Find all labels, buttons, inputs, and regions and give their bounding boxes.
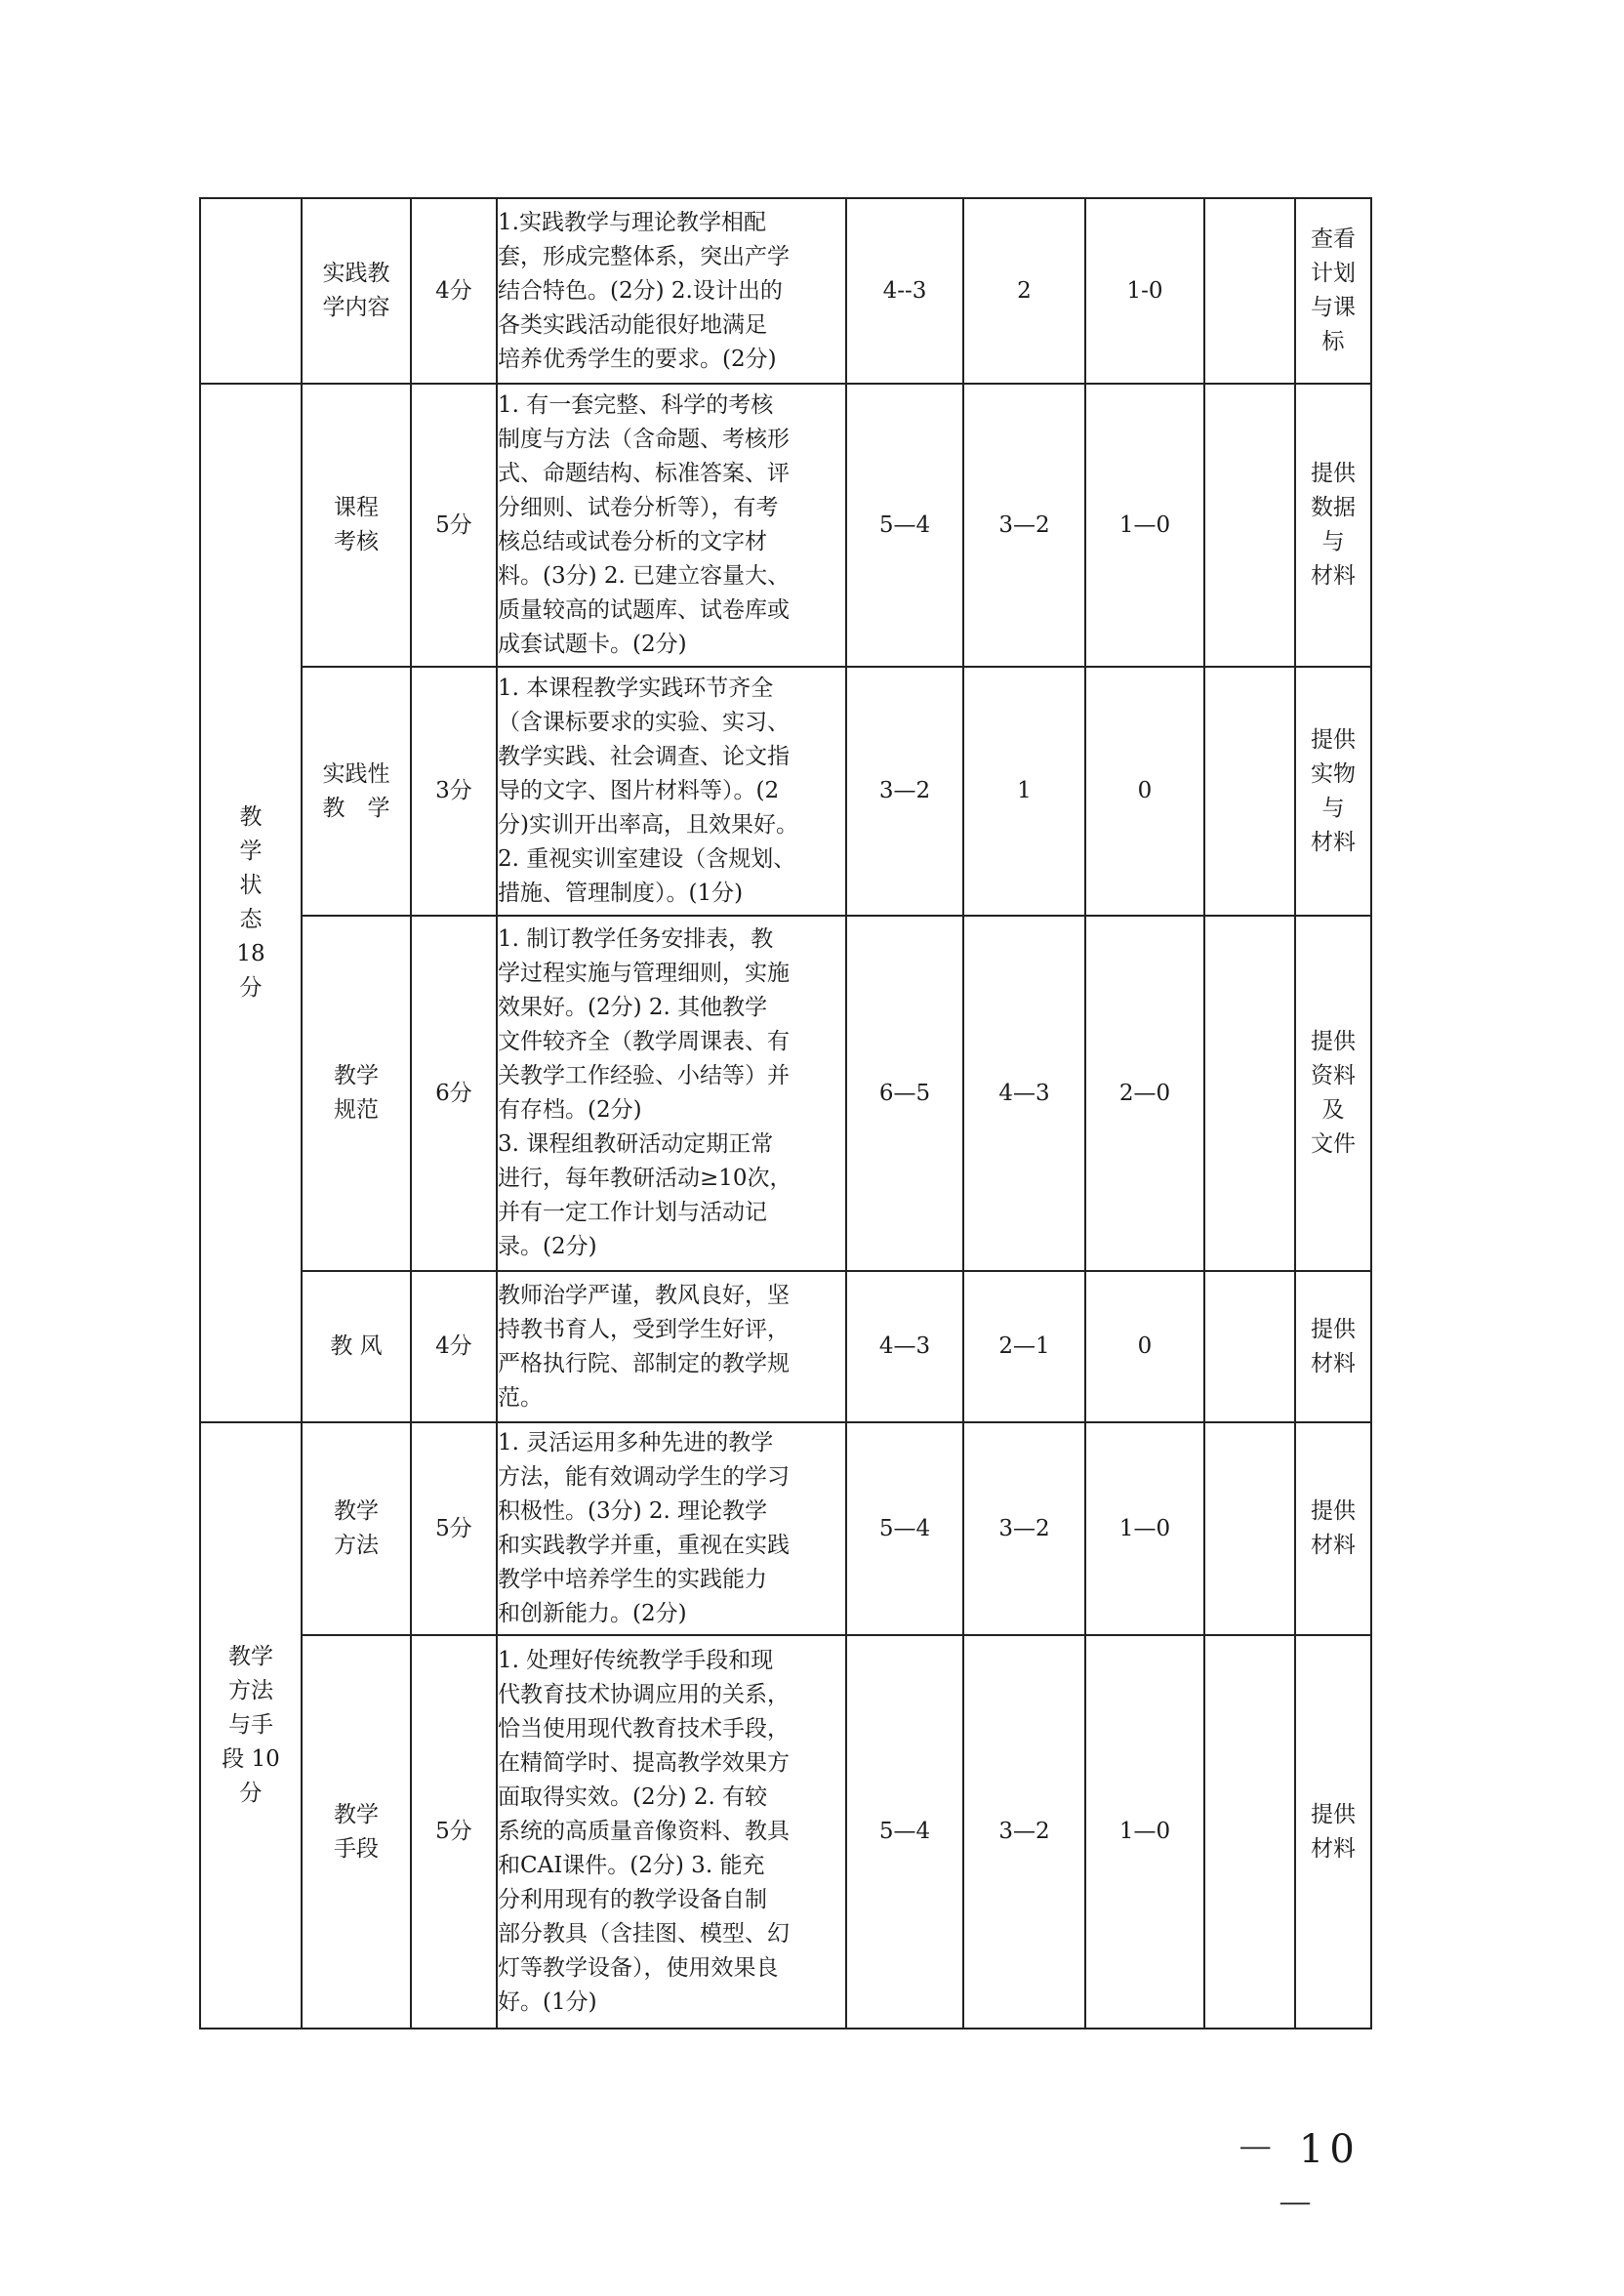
- item-cell: [302, 1635, 411, 2029]
- grade-a-cell: 5—4: [846, 384, 963, 667]
- content-line: 分利用现有的教学设备自制: [498, 1887, 767, 1912]
- grade-a-cell: 5—4: [846, 1422, 963, 1635]
- evidence-line: 计划: [1311, 261, 1356, 286]
- evidence-line: 材料: [1311, 1835, 1356, 1862]
- item-label-line: 教学: [334, 1498, 379, 1524]
- category-label-line: 教: [239, 804, 263, 830]
- evidence-cell: [1295, 667, 1371, 916]
- grade-b-cell: 2—1: [963, 1271, 1085, 1422]
- content-line: 代教育技术协调应用的关系，: [498, 1682, 790, 1707]
- grade-a-cell: 4—3: [846, 1271, 963, 1422]
- item-cell: [302, 384, 411, 667]
- evidence-cell: [1295, 198, 1371, 384]
- evidence-line: 查看: [1311, 226, 1356, 252]
- evidence-line: 资料: [1311, 1063, 1356, 1088]
- content-line: 导的文字、图片材料等）。(2: [498, 778, 780, 803]
- content-line: 2. 重视实训室建设（含规划、: [498, 846, 796, 872]
- evidence-cell: [1295, 1635, 1371, 2029]
- table-row: [200, 1422, 1371, 1635]
- table-row: [200, 198, 1371, 384]
- grade-c-cell: 1—0: [1085, 1635, 1204, 2029]
- item-label-line: 学内容: [322, 295, 390, 320]
- content-line: 套，形成完整体系，突出产学: [498, 243, 790, 269]
- content-line: 在精简学时、提高教学效果方: [498, 1750, 790, 1776]
- evidence-line: 提供: [1311, 1316, 1356, 1342]
- evidence-line: 标: [1321, 329, 1345, 354]
- score-cell: 5分: [411, 1635, 497, 2029]
- table-row: [200, 1635, 1371, 2029]
- content-line: 料。(3分) 2. 已建立容量大、: [498, 563, 791, 589]
- content-cell: [497, 916, 846, 1271]
- content-line: （含课标要求的实验、实习、: [498, 710, 790, 735]
- content-line: 分)实训开出率高，且效果好。: [498, 812, 798, 838]
- content-line: 学过程实施与管理细则，实施: [498, 961, 790, 986]
- grade-a-cell: 4--3: [846, 198, 963, 384]
- content-line: 教师治学严谨，教风良好，坚: [498, 1282, 790, 1308]
- content-line: 效果好。(2分) 2. 其他教学: [498, 995, 768, 1020]
- content-cell: [497, 1422, 846, 1635]
- grade-d-cell: [1204, 1422, 1295, 1635]
- item-label-line: 实践性: [322, 760, 390, 787]
- evidence-cell: [1295, 1422, 1371, 1635]
- item-cell: [302, 1271, 411, 1422]
- content-line: 1.实践教学与理论教学相配: [498, 209, 766, 235]
- category-label-line: 分: [239, 975, 263, 1001]
- evidence-line: 提供: [1311, 1801, 1356, 1827]
- content-line: 1. 有一套完整、科学的考核: [498, 392, 774, 418]
- content-line: 好。(1分): [498, 1989, 597, 2015]
- evidence-line: 提供: [1311, 1029, 1356, 1054]
- grade-b-cell: 1: [963, 667, 1085, 916]
- content-line: 式、命题结构、标准答案、评: [498, 461, 790, 486]
- grade-a-cell: 5—4: [846, 1635, 963, 2029]
- content-line: 3. 课程组教研活动定期正常: [498, 1131, 774, 1157]
- content-line: 各类实践活动能很好地满足: [498, 311, 767, 338]
- content-line: 结合特色。(2分) 2.设计出的: [498, 277, 783, 304]
- evidence-line: 提供: [1311, 1498, 1356, 1524]
- item-label-line: 实践教: [322, 261, 390, 286]
- content-line: 恰当使用现代教育技术手段，: [498, 1716, 790, 1742]
- content-line: 范。: [498, 1384, 543, 1411]
- table-row: [200, 667, 1371, 916]
- evaluation-table: [199, 197, 1372, 2030]
- evidence-line: 与: [1321, 529, 1345, 554]
- category-label-line: 教学: [228, 1644, 273, 1669]
- category-label-line: 态: [239, 907, 263, 932]
- grade-c-cell: 1-0: [1085, 198, 1204, 384]
- grade-c-cell: 0: [1085, 1271, 1204, 1422]
- content-cell: [497, 1635, 846, 2029]
- content-line: 文件较齐全（教学周课表、有: [498, 1029, 790, 1054]
- item-label-line: 教 学: [322, 795, 390, 821]
- category-label-line: 段 10: [222, 1746, 280, 1772]
- content-line: 措施、管理制度）。(1分): [498, 881, 744, 906]
- evidence-line: 材料: [1311, 1350, 1356, 1376]
- evidence-line: 数据: [1311, 495, 1356, 520]
- category-label-line: 与手: [228, 1712, 273, 1738]
- content-line: 有存档。(2分): [498, 1097, 642, 1123]
- content-line: 制度与方法（含命题、考核形: [498, 427, 790, 452]
- category-cell-empty: [200, 198, 302, 384]
- table-row: [200, 916, 1371, 1271]
- content-line: 培养优秀学生的要求。(2分): [498, 346, 777, 372]
- grade-b-cell: 4—3: [963, 916, 1085, 1271]
- grade-c-cell: 1—0: [1085, 384, 1204, 667]
- content-line: 和实践教学并重，重视在实践: [498, 1533, 790, 1558]
- content-cell: [497, 384, 846, 667]
- item-cell: [302, 667, 411, 916]
- grade-d-cell: [1204, 916, 1295, 1271]
- content-line: 质量较高的试题库、试卷库或: [498, 597, 790, 623]
- content-line: 录。(2分): [498, 1234, 597, 1259]
- evidence-line: 提供: [1311, 726, 1356, 753]
- content-line: 积极性。(3分) 2. 理论教学: [498, 1498, 768, 1524]
- score-cell: 4分: [411, 1271, 497, 1422]
- content-line: 1. 制订教学任务安排表，教: [498, 926, 774, 952]
- evidence-line: 及: [1321, 1097, 1345, 1123]
- score-cell: 5分: [411, 384, 497, 667]
- score-cell: 4分: [411, 198, 497, 384]
- score-cell: 6分: [411, 916, 497, 1271]
- evidence-line: 材料: [1311, 829, 1356, 855]
- content-line: 教学中培养学生的实践能力: [498, 1567, 767, 1592]
- category-teaching-methods: [200, 1422, 302, 2029]
- content-line: 1. 灵活运用多种先进的教学: [498, 1430, 774, 1456]
- content-cell: [497, 198, 846, 384]
- table-row: [200, 384, 1371, 667]
- item-cell: [302, 1422, 411, 1635]
- content-line: 灯等教学设备），使用效果良: [498, 1955, 779, 1981]
- content-cell: [497, 1271, 846, 1422]
- content-line: 1. 处理好传统教学手段和现: [498, 1648, 774, 1673]
- grade-a-cell: 3—2: [846, 667, 963, 916]
- grade-b-cell: 3—2: [963, 384, 1085, 667]
- content-line: 核总结或试卷分析的文字材: [498, 529, 767, 554]
- content-cell: [497, 667, 846, 916]
- content-line: 教学实践、社会调查、论文指: [498, 744, 790, 769]
- grade-d-cell: [1204, 384, 1295, 667]
- evidence-cell: [1295, 916, 1371, 1271]
- grade-c-cell: 0: [1085, 667, 1204, 916]
- content-line: 方法，能有效调动学生的学习: [498, 1464, 790, 1490]
- evidence-line: 与: [1321, 795, 1345, 821]
- table-row: [200, 1271, 1371, 1422]
- grade-d-cell: [1204, 1635, 1295, 2029]
- item-cell: [302, 198, 411, 384]
- grade-c-cell: 2—0: [1085, 916, 1204, 1271]
- content-line: 面取得实效。(2分) 2. 有较: [498, 1784, 768, 1810]
- content-line: 分细则、试卷分析等），有考: [498, 495, 779, 520]
- category-label-line: 状: [239, 873, 263, 898]
- item-label-line: 教学: [334, 1063, 379, 1088]
- item-label-line: 方法: [334, 1533, 379, 1558]
- score-cell: 5分: [411, 1422, 497, 1635]
- grade-b-cell: 3—2: [963, 1635, 1085, 2029]
- evidence-line: 材料: [1311, 563, 1356, 589]
- content-line: 并有一定工作计划与活动记: [498, 1200, 767, 1225]
- grade-d-cell: [1204, 1271, 1295, 1422]
- content-line: 和CAI课件。(2分) 3. 能充: [498, 1853, 765, 1878]
- content-line: 进行，每年教研活动≥10次，: [498, 1166, 792, 1191]
- evidence-line: 与课: [1311, 295, 1356, 320]
- evidence-line: 文件: [1311, 1131, 1356, 1157]
- item-label-line: 课程: [334, 495, 379, 520]
- content-line: 严格执行院、部制定的教学规: [498, 1350, 790, 1376]
- evidence-cell: [1295, 1271, 1371, 1422]
- item-label-line: 规范: [334, 1097, 379, 1123]
- category-label-line: 18: [236, 941, 265, 966]
- evidence-line: 实物: [1311, 760, 1356, 787]
- category-label-line: 分: [239, 1781, 263, 1806]
- content-line: 成套试题卡。(2分): [498, 632, 687, 657]
- category-label-line: 学: [239, 839, 263, 864]
- evidence-line: 材料: [1311, 1533, 1356, 1558]
- grade-b-cell: 2: [963, 198, 1085, 384]
- item-cell: [302, 916, 411, 1271]
- content-line: 系统的高质量音像资料、教具: [498, 1819, 790, 1844]
- evidence-cell: [1295, 384, 1371, 667]
- content-line: 持教书育人，受到学生好评，: [498, 1316, 790, 1342]
- grade-c-cell: 1—0: [1085, 1422, 1204, 1635]
- grade-d-cell: [1204, 667, 1295, 916]
- content-line: 关教学工作经验、小结等）并: [498, 1063, 790, 1088]
- item-label-line: 教学: [334, 1801, 379, 1827]
- evidence-line: 提供: [1311, 461, 1356, 486]
- content-line: 1. 本课程教学实践环节齐全: [498, 676, 774, 701]
- category-label-line: 方法: [228, 1678, 273, 1703]
- grade-d-cell: [1204, 198, 1295, 384]
- grade-b-cell: 3—2: [963, 1422, 1085, 1635]
- content-line: 部分教具（含挂图、模型、幻: [498, 1921, 790, 1947]
- item-label-line: 考核: [334, 529, 379, 554]
- item-label-line: 手段: [334, 1835, 379, 1862]
- grade-a-cell: 6—5: [846, 916, 963, 1271]
- category-teaching-state: [200, 384, 302, 1422]
- page-number: － 10 －: [1236, 2127, 1360, 2228]
- score-cell: 3分: [411, 667, 497, 916]
- content-line: 和创新能力。(2分): [498, 1601, 687, 1626]
- item-label-line: 教 风: [330, 1333, 383, 1359]
